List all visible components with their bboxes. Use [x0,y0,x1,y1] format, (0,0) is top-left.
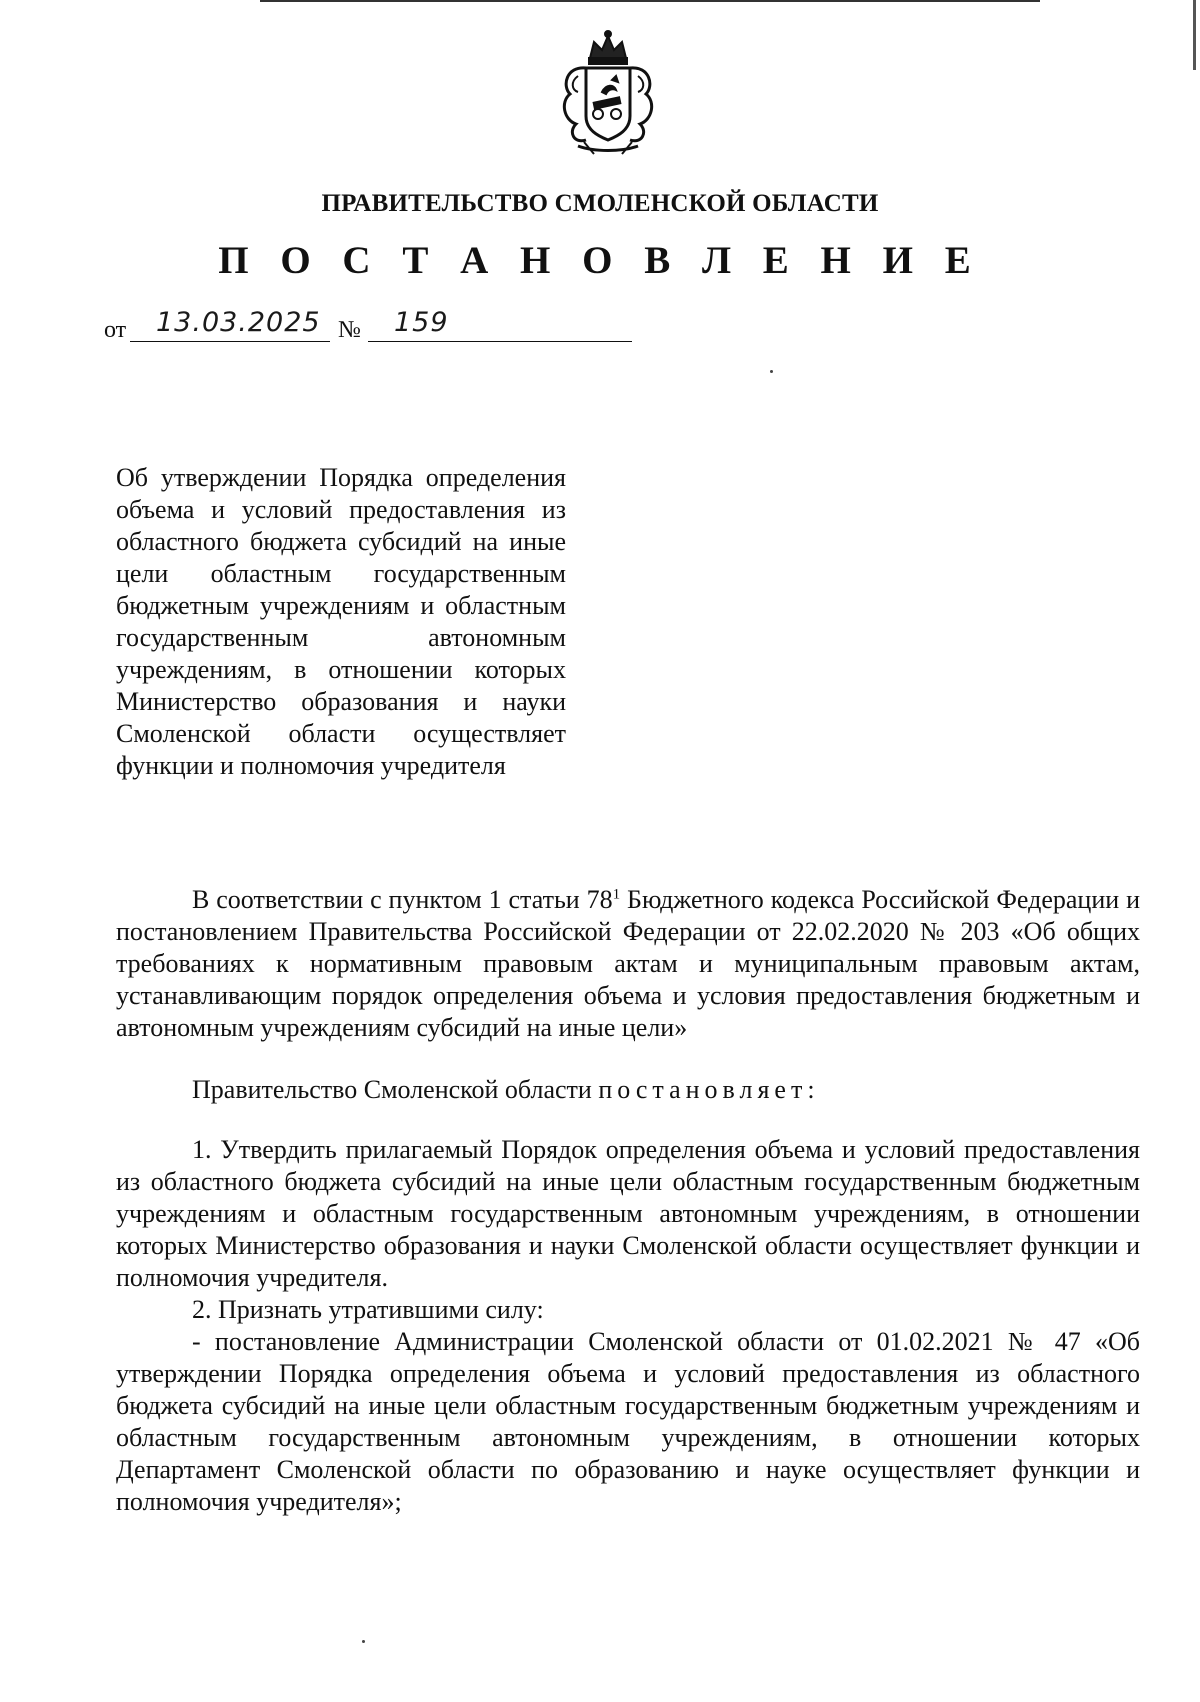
preamble-text-part2: Бюджетного кодекса Российской Федерации и постановлением Правительства Российской Федерации от 22.02.2020 № 203 «Об общих требованиях к нормативным правовым актам и муниципальным правовым актам, устанавливающим порядок определения объема и условия предоставления бюджетным и автономным учреждениям субсидий на иные цели» [116,885,1141,1042]
document-body [116,884,1140,1518]
item-2-paragraph: 2. Признать утратившими силу: [192,1295,544,1324]
number-prefix-label: № [338,317,361,343]
handwritten-date: 13.03.2025 [156,307,321,338]
scan-speck [362,1640,365,1643]
document-type-title: П О С Т А Н О В Л Е Н И Е [218,239,982,282]
handwritten-number: 159 [394,307,449,338]
scan-speck [770,370,773,373]
scan-top-border [260,0,1040,2]
article-superscript: 1 [612,886,621,903]
number-underline [368,341,632,342]
resolves-verb: постановляет: [598,1075,820,1104]
resolves-subject: Правительство Смоленской области [192,1075,599,1104]
preamble-text-part1: В соответствии с пунктом 1 статьи 78 [192,885,613,914]
document-subject: Об утверждении Порядка определения объема и условий предоставления из областного бюджета субсидий на иные цели областным государственным бюджетным учреждениям и областным государственным автономным учреждениям, в отношении которых Министерство образования и науки Смоленской области осуществляет функции и полномочия учредителя [116,463,566,780]
scan-edge-mark [1193,0,1196,70]
government-name: ПРАВИТЕЛЬСТВО СМОЛЕНСКОЙ ОБЛАСТИ [321,190,879,217]
item-2-subitem-paragraph: - постановление Администрации Смоленской области от 01.02.2021 № 47 «Об утверждении Порядка определения объема и условий предоставления из областного бюджета субсидий на иные цели областным государственным бюджетным учреждениям и областным государственным автономным учреждениям, в отношении которых Департамент Смоленской области по образованию и науке осуществляет функции и полномочия учредителя»; [116,1327,1140,1516]
date-underline [130,341,330,342]
dateline [104,302,704,348]
preamble-paragraph [116,884,1140,1044]
date-prefix-label: от [104,317,127,343]
coat-of-arms-icon [556,28,660,156]
item-1-paragraph: 1. Утвердить прилагаемый Порядок определения объема и условий предоставления из областного бюджета субсидий на иные цели областным государственным бюджетным учреждениям и областным государственным автономным учреждениям, в отношении которых Министерство образования и науки Смоленской области осуществляет функции и полномочия учредителя. [116,1135,1140,1292]
resolves-paragraph [116,1074,1140,1106]
